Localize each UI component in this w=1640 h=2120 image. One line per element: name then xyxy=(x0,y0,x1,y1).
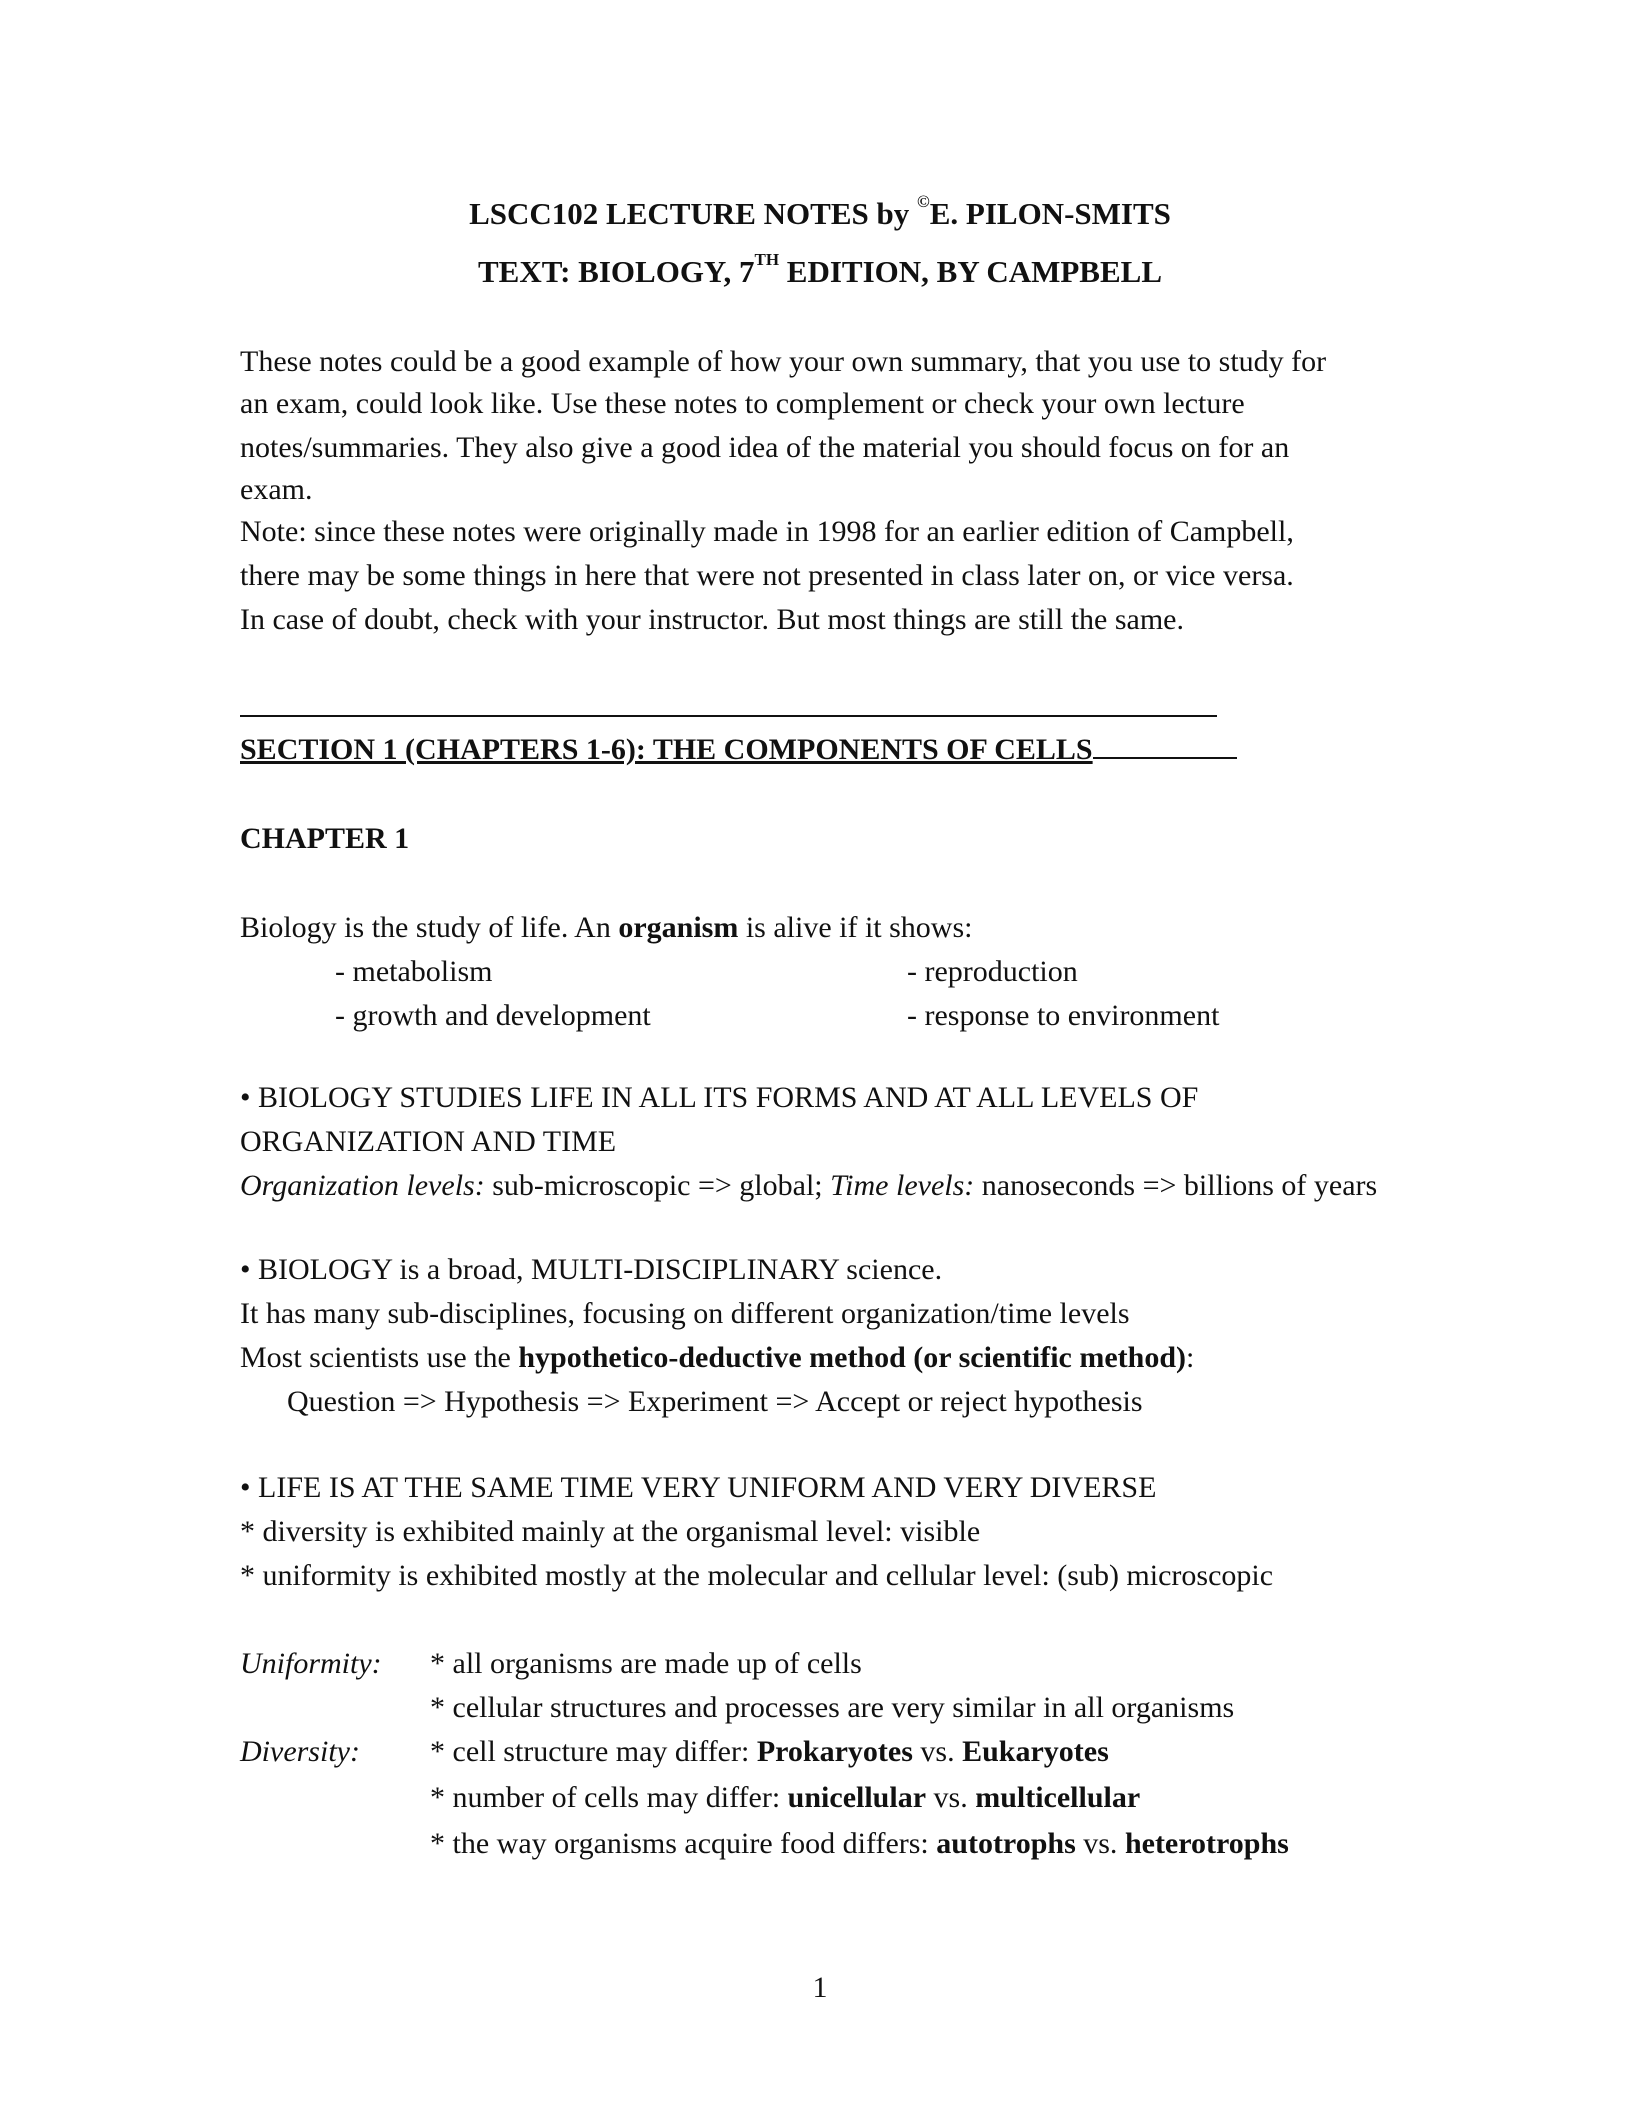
bullet-1-levels: Organization levels: sub-microscopic => global; Time levels: nanoseconds => billions of years xyxy=(240,1169,1378,1202)
bullet-3-line-1: • LIFE IS AT THE SAME TIME VERY UNIFORM AND VERY DIVERSE xyxy=(240,1471,1157,1504)
bullet-2-line-3: Most scientists use the hypothetico-deductive method (or scientific method): xyxy=(240,1341,1195,1374)
section-heading-underline-tail xyxy=(1093,727,1237,759)
uniformity-item: * all organisms are made up of cells xyxy=(430,1647,862,1680)
uniformity-label: Uniformity: xyxy=(240,1647,382,1680)
chapter-heading: CHAPTER 1 xyxy=(240,822,410,855)
divider-rule xyxy=(240,715,1217,717)
diversity-label: Diversity: xyxy=(240,1735,360,1768)
bullet-2-line-2: It has many sub-disciplines, focusing on different organization/time levels xyxy=(240,1297,1130,1330)
life-item: - metabolism xyxy=(335,955,493,988)
life-item: - response to environment xyxy=(907,999,1220,1032)
bullet-1-line-2: ORGANIZATION AND TIME xyxy=(240,1125,617,1158)
bullet-3-line-2: * diversity is exhibited mainly at the organismal level: visible xyxy=(240,1515,981,1548)
diversity-item: * number of cells may differ: unicellular vs. multicellular xyxy=(430,1781,1141,1814)
header-line-2: TEXT: BIOLOGY, 7TH EDITION, BY CAMPBELL xyxy=(477,249,1163,289)
intro-line: notes/summaries. They also give a good idea of the material you should focus on for an xyxy=(240,431,1290,464)
life-item: - growth and development xyxy=(335,999,651,1032)
intro-paragraph-1 xyxy=(240,340,1326,512)
page-number: 1 xyxy=(812,1971,828,2004)
diversity-item: * the way organisms acquire food differs: autotrophs vs. heterotrophs xyxy=(430,1827,1289,1860)
intro-line: an exam, could look like. Use these notes to complement or check your own lecture xyxy=(240,387,1245,420)
intro-line: there may be some things in here that were not presented in class later on, or vice versa. xyxy=(240,559,1294,592)
diversity-item: * cell structure may differ: Prokaryotes vs. Eukaryotes xyxy=(430,1735,1109,1768)
intro-paragraph-2 xyxy=(240,510,1294,642)
bullet-2-line-1: • BIOLOGY is a broad, MULTI-DISCIPLINARY science. xyxy=(240,1253,943,1286)
section-heading: SECTION 1 (CHAPTERS 1-6): THE COMPONENTS OF CELLS xyxy=(240,727,1237,772)
intro-line: These notes could be a good example of how your own summary, that you use to study for xyxy=(240,345,1327,378)
life-item: - reproduction xyxy=(907,955,1078,988)
intro-line: Note: since these notes were originally made in 1998 for an earlier edition of Campbell, xyxy=(240,515,1294,548)
intro-line: In case of doubt, check with your instructor. But most things are still the same. xyxy=(240,603,1184,636)
bullet-1-line-1: • BIOLOGY STUDIES LIFE IN ALL ITS FORMS AND AT ALL LEVELS OF xyxy=(240,1081,1199,1114)
bullet-2-method-steps: Question => Hypothesis => Experiment => Accept or reject hypothesis xyxy=(287,1385,1143,1418)
intro-line: exam. xyxy=(240,473,313,506)
bullet-3-line-3: * uniformity is exhibited mostly at the molecular and cellular level: (sub) microscopic xyxy=(240,1559,1274,1592)
header-line-1: LSCC102 LECTURE NOTES by ©E. PILON-SMITS xyxy=(469,191,1171,231)
life-lead-line: Biology is the study of life. An organism is alive if it shows: xyxy=(240,911,973,944)
uniformity-item: * cellular structures and processes are very similar in all organisms xyxy=(430,1691,1235,1724)
